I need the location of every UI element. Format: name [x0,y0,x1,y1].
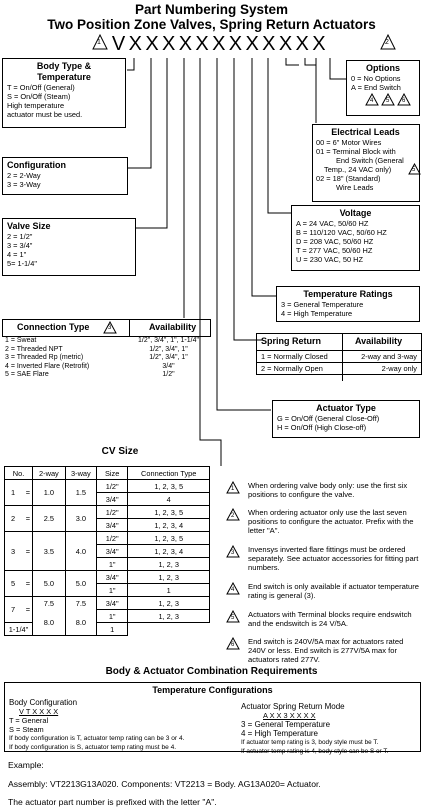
note-marker-icon: 6 [226,637,240,652]
connection-type-cell: 2 = Threaded NPT [5,345,63,353]
cv-no-cell: 5 = [5,571,33,597]
cv-connection-cell: 1, 2, 3, 5 [128,480,210,493]
cv-header-cell: Size [96,467,127,480]
note-marker-icon: 5 [226,610,240,625]
cv-size-cell: 1-1/4" [5,623,33,636]
cv-three-cell: 1.5 [65,480,96,506]
connection-availability-cell: 1/2", 3/4", 1" [149,345,188,353]
part-number-char: X [228,33,243,55]
availability-title: Availability [149,322,197,332]
part-number-char: X [262,33,276,55]
part-number-char: X [128,33,143,55]
note-text: Invensys inverted flare fittings must be ordered separately. See actuator accessories for fitting part numbers. [248,545,419,573]
cv-three-cell: 5.0 [65,571,96,597]
note-item [231,481,420,500]
connection-availability-cell: 1/2" [162,371,175,378]
cv-connection-cell: 1, 2, 3, 5 [128,532,210,545]
electrical-title: Electrical Leads [331,127,400,137]
cv-three-cell: 7.5 [65,597,96,610]
cv-size-table [4,466,210,636]
note-item [231,610,420,629]
cv-row [5,480,210,493]
cv-two-cell: 7.5 [33,597,66,610]
connection-row [2,363,211,372]
spring-return-label: 2 = Normally Open [261,364,323,373]
part-number-char: X [178,33,193,55]
cv-row [5,571,210,584]
note-marker-icon: 3 [226,545,240,560]
cv-two-cell: 1.0 [33,480,66,506]
cv-no-cell: 2 = [5,506,33,532]
note-text: End switch is only available if actuator temperature rating is general (3). [248,582,419,601]
connection-type-cell: 1 = Sweat [5,337,37,344]
temperature-title: Temperature Ratings [303,289,393,299]
actuator-config: Actuator Spring Return Mode A X X 3 X X X X 3 = General Temperature 4 = High Temperature If actuator temp rating is 3, body style must be T. If actuator temp rating is 4, body style can be S or T. [241,702,389,755]
spring-return-title: Spring Return [261,336,321,346]
connection-row [2,371,211,380]
cv-connection-cell: 1 [96,623,127,636]
cv-connection-cell: 1, 2, 3 [128,558,210,571]
cv-connection-cell: 1, 2, 3, 4 [128,545,210,558]
body-config: Body Configuration V T X X X X T = General S = Steam If body configuration is T, actuator temp rating can be 3 or 4. If body configuration is S, actuator temp rating must be 4. [9,698,185,751]
cv-row [5,610,210,623]
note-item [231,582,420,601]
note-marker-5: 5 [381,93,395,108]
options-box: Options 0 = No Options A = End Switch 4 5 6 [346,60,420,116]
valve-size-title: Valve Size [7,221,51,231]
cv-header-row [5,467,210,480]
example-prefix-note: The actuator part number is prefixed with the letter "A". [8,797,217,807]
connection-type-cell: 3 = Threaded Rp (metric) [5,354,84,361]
cv-header-cell: No. [5,467,33,480]
cv-no-cell: 3 = [5,532,33,571]
body-type-title: Body Type & [36,61,92,71]
cv-size-cell: 1/2" [96,506,127,519]
options-title: Options [366,63,400,73]
connection-row [2,354,211,363]
connection-availability-cell: 1/2", 3/4", 1" [149,354,188,361]
cv-connection-cell: 1, 2, 3 [128,610,210,623]
spring-return-availability: 2-way only [381,364,417,373]
spring-return-table: Spring Return Availability 1 = Normally Closed 2-way and 3-way 2 = Normally Open 2-way only [256,333,422,375]
note-marker-6: 6 [397,93,411,108]
configuration-box: Configuration 2 = 2-Way 3 = 3-Way [2,157,128,195]
body-type-title-2: Temperature [37,72,91,82]
cv-connection-cell: 1, 2, 3 [128,597,210,610]
cv-size-cell: 3/4" [96,545,127,558]
cv-size-title: CV Size [101,446,139,457]
cv-size-cell: 3/4" [96,493,127,506]
spring-return-availability: 2-way and 3-way [361,352,417,361]
cv-two-cell: 5.0 [33,571,66,597]
note-text: End switch is 240V/5A max for actuators rated 240V or less. End switch is 277V/5A max for actuators rated 277V. [248,637,404,665]
part-number-code [110,33,327,56]
cv-connection-cell: 1, 2, 3, 4 [128,519,210,532]
combination-box: Temperature Configurations Body Configuration V T X X X X T = General S = Steam If body configuration is T, actuator temp rating can be 3 or 4. If body configuration is S, actuator temp rating must be 4. Actuator Spring Return Mode A X X 3 X X X X 3 = General Temperature 4 = High Temperature If actuator temp rating is 3, body style must be T. If actuator temp rating is 4, body style can be S or T. [4,682,421,752]
cv-connection-cell: 1, 2, 3, 5 [128,506,210,519]
note-marker-4: 4 [365,93,379,108]
valve-size-box: Valve Size 2 = 1/2" 3 = 3/4" 4 = 1" 5= 1-1/4" [2,218,136,276]
cv-two-cell: 8.0 [33,610,66,636]
note-text: Actuators with Terminal blocks require endswitch and the endswitch is 24 V/5A. [248,610,412,629]
cv-three-cell: 3.0 [65,506,96,532]
note-marker-2: 2 [380,34,396,50]
actuator-type-title: Actuator Type [316,403,376,413]
part-number-char: X [212,33,226,55]
configuration-title: Configuration [7,160,66,170]
cv-no-cell: 7 = [5,597,33,623]
note-item [231,637,420,665]
note-marker-icon: 2 [226,508,240,523]
note-marker-3: 3 [103,321,117,339]
cv-connection-cell: 1 [128,584,210,597]
cv-row [5,532,210,545]
connection-table [2,319,211,380]
spring-return-row [257,351,421,363]
note-item [231,545,420,573]
part-number-char: X [278,33,293,55]
part-number-char: X [195,33,209,55]
example-label: Example: [8,760,44,770]
cv-size-cell: 3/4" [96,571,127,584]
cv-header-cell: 3-way [65,467,96,480]
electrical-leads-box: Electrical Leads 00 = 6" Motor Wires 01 = Terminal Block with End Switch (General Temp., 24 VAC only) 5 02 = 18" (Standard) Wire Leads [312,124,420,202]
cv-size-cell: 1" [96,558,127,571]
spring-return-label: 1 = Normally Closed [261,352,328,361]
cv-row [5,597,210,610]
connection-availability-cell: 3/4" [162,362,175,370]
cv-no-cell: 1 = [5,480,33,506]
cv-row [5,506,210,519]
note-marker-icon: 1 [226,481,240,496]
part-number-char: X [312,33,326,55]
note-marker-5b: 5 [408,163,421,177]
connection-availability-cell: 1/2", 3/4", 1", 1-1/4" [138,337,199,344]
cv-size-cell: 1/2" [96,480,127,493]
cv-connection-cell: 4 [128,493,210,506]
cv-size-cell: 1" [96,584,127,597]
temperature-box: Temperature Ratings 3 = General Temperature 4 = High Temperature [276,286,420,322]
combination-title: Body & Actuator Combination Requirements [105,666,318,677]
note-item [231,508,420,536]
cv-two-cell: 2.5 [33,506,66,532]
note-marker-1: 1 [92,34,108,50]
cv-two-cell: 3.5 [33,532,66,571]
voltage-title: Voltage [339,208,372,218]
cv-size-cell: 3/4" [96,597,127,610]
example-assembly: Assembly: VT2213G13A020. Components: VT2213 = Body. AG13A020= Actuator. [8,779,321,789]
part-number-char: X [162,33,176,55]
actuator-type-box: Actuator Type G = On/Off (General Close-Off) H = On/Off (High Close-off) [272,400,420,438]
part-number-char: X [245,33,259,55]
note-marker-icon: 4 [226,582,240,597]
cv-three-cell: 8.0 [65,610,96,636]
cv-connection-cell: 1, 2, 3 [128,571,210,584]
connection-type-cell: 4 = Inverted Flare (Retrofit) [5,362,90,370]
cv-header-cell: 2-way [33,467,66,480]
cv-size-cell: 3/4" [96,519,127,532]
connection-row [2,346,211,355]
part-number-char: V [111,33,126,55]
note-text: When ordering actuator only use the last seven positions to configure the actuator. Prefix with the letter "A". [248,508,414,536]
cv-size-cell: 1/2" [96,532,127,545]
cv-size-cell: 1" [96,610,127,623]
body-type-box: Body Type & Temperature T = On/Off (General) S = On/Off (Steam) High temperature actuator must be used. [2,58,126,128]
connection-title: Connection Type [17,322,90,332]
part-number-char: X [145,33,159,55]
page-title: Part Numbering System [134,2,289,17]
page-subtitle: Two Position Zone Valves, Spring Return Actuators [47,17,376,32]
cv-three-cell: 4.0 [65,532,96,571]
cv-header-cell: Connection Type [128,467,210,480]
voltage-box: Voltage A = 24 VAC, 50/60 HZ B = 110/120 VAC, 50/60 HZ D = 208 VAC, 50/60 HZ T = 277 VAC, 50/60 HZ U = 230 VAC, 50 HZ [291,205,420,271]
part-number-char: X [295,33,309,55]
connection-type-cell: 5 = SAE Flare [5,371,49,378]
note-text: When ordering valve body only: use the first six positions to configure the valve. [248,481,408,500]
spring-return-row [257,363,421,375]
